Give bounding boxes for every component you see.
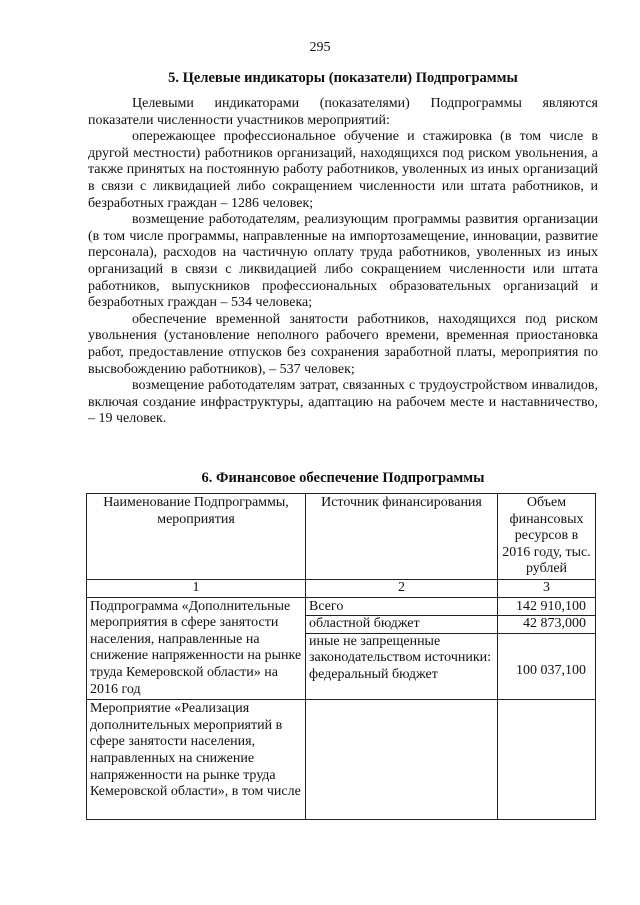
column-number-2: 2 [306, 579, 498, 597]
header-name: Наименование Подпрограммы, мероприятия [87, 494, 306, 580]
subprogram-amounts [498, 597, 596, 700]
subprogram-name: Подпрограмма «Дополнительные мероприятия в сфере занятости населения, направленные на снижение напряженности на рынке труда Кемеровской области» на 2016 год [87, 597, 306, 700]
table-header-row [87, 494, 596, 580]
source-regional-budget: областной бюджет [306, 616, 497, 634]
subprogram-sources [306, 597, 498, 700]
section-5-heading: 5. Целевые индикаторы (показатели) Подпрограммы [168, 70, 518, 86]
header-source: Источник финансирования [306, 494, 498, 580]
table-row [87, 597, 596, 700]
column-number-1: 1 [87, 579, 306, 597]
section-5-body [88, 96, 598, 428]
paragraph-intro: Целевыми индикаторами (показателями) Подпрограммы являются показатели численности участников мероприятий: [88, 96, 598, 128]
paragraph-disabled-employment: возмещение работодателям затрат, связанных с трудоустройством инвалидов, включая создание инфраструктуры, адаптацию на рабочем месте и наставничество, – 19 человек. [88, 378, 598, 427]
page-number: 295 [309, 40, 331, 55]
amount-total: 142 910,100 [498, 599, 595, 617]
source-total: Всего [306, 599, 497, 617]
header-amount: Объем финансовых ресурсов в 2016 году, тыс. рублей [498, 494, 596, 580]
paragraph-temporary-employment: обеспечение временной занятости работников, находящихся под риском увольнения (установление неполного рабочего времени, временная приостановка работ, предоставление отпусков без сохранения заработной платы, мероприятия по высвобождению работников), – 537 человек; [88, 311, 598, 377]
paragraph-compensation: возмещение работодателям, реализующим программы развития организации (в том числе программы, направленные на импортозамещение, инновации, развитие персонала), расходов на частичную оплату труда работников, уволенных из иных организаций в связи с ликвидацией либо сокращением численности или штата работников, выпускников профессиональных образовательных организаций и безработных граждан – 534 человека; [88, 212, 598, 311]
paragraph-training: опережающее профессиональное обучение и стажировка (в том числе в другой местности) работников организаций, находящихся под риском увольнения, а также принятых на постоянную работу работников, уволенных из иных организаций в связи с ликвидацией либо сокращением численности или штата работников, и безработных граждан – 1286 человек; [88, 129, 598, 211]
measure-source [306, 700, 498, 820]
column-number-row [87, 579, 596, 597]
measure-amount [498, 700, 596, 820]
section-6-heading: 6. Финансовое обеспечение Подпрограммы [201, 470, 485, 486]
measure-name: Мероприятие «Реализация дополнительных мероприятий в сфере занятости населения, направленных на снижение напряженности на рынке труда Кемеровской области», в том числе [87, 700, 306, 820]
column-number-3: 3 [498, 579, 596, 597]
amount-regional-budget: 42 873,000 [498, 616, 595, 634]
table-row [87, 700, 596, 820]
amount-federal-budget: 100 037,100 [516, 662, 586, 678]
source-federal-budget: иные не запрещенные законодательством источники: федеральный бюджет [309, 633, 492, 682]
financing-table [86, 493, 596, 820]
